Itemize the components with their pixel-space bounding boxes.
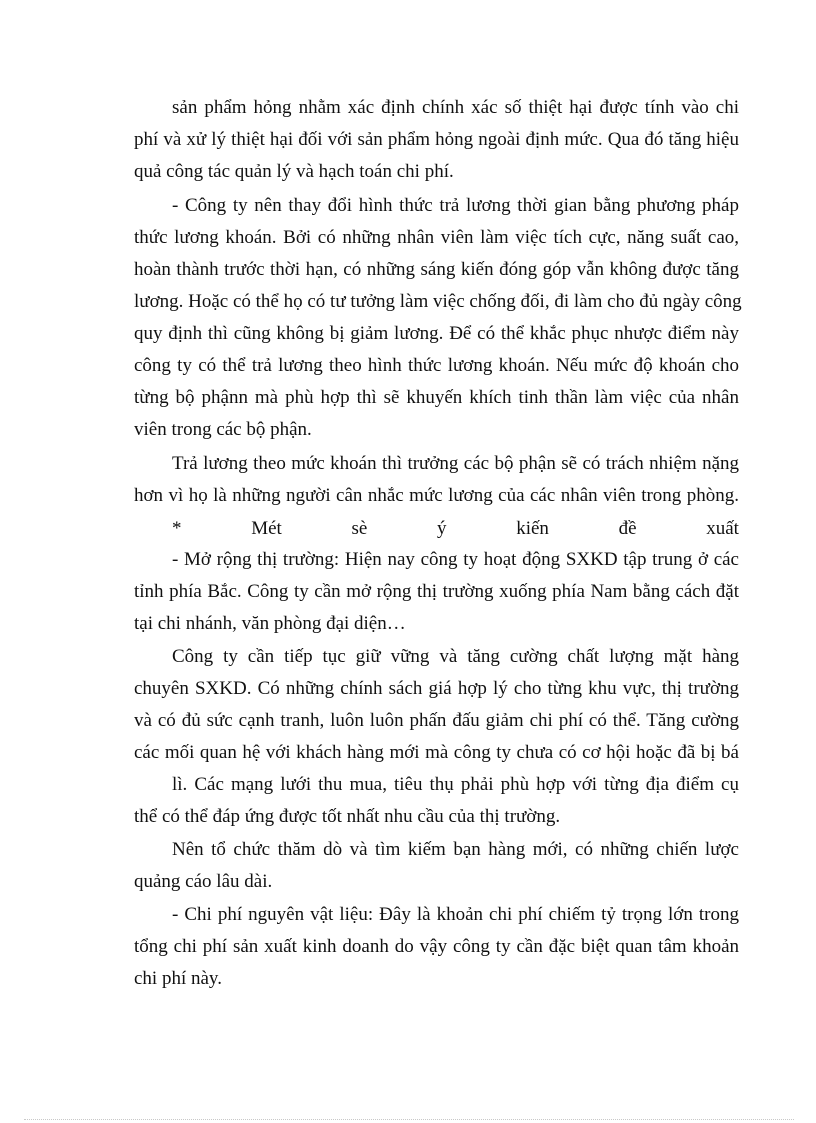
heading-word: xuất bbox=[706, 518, 739, 539]
heading-word: * bbox=[172, 518, 182, 539]
heading-word: sè bbox=[351, 518, 368, 539]
text-line: thức lương khoán. Bởi có những nhân viên làm việc tích cực, năng suất cao, bbox=[134, 227, 739, 248]
text-line: quảng cáo lâu dài. bbox=[134, 871, 273, 892]
heading-word: Mét bbox=[251, 518, 282, 539]
text-line: tại chi nhánh, văn phòng đại diện… bbox=[134, 613, 406, 634]
section-heading bbox=[172, 518, 739, 540]
text-line: tổng chi phí sản xuất kinh doanh do vậy công ty cần đặc biệt quan tâm khoản bbox=[134, 936, 739, 957]
text-line: công ty có thể trả lương theo hình thức lương khoán. Nếu mức độ khoán cho bbox=[134, 355, 739, 376]
heading-word: đề bbox=[618, 518, 637, 539]
text-line: các mối quan hệ với khách hàng mới mà công ty chưa có cơ hội hoặc đã bị bá bbox=[134, 742, 739, 763]
text-line: hoàn thành trước thời hạn, có những sáng kiến đóng góp vẫn không được tăng bbox=[134, 259, 739, 280]
text-line: chi phí này. bbox=[134, 968, 222, 989]
text-line: viên trong các bộ phận. bbox=[134, 419, 312, 440]
heading-word: ý bbox=[437, 518, 447, 539]
text-line: - Chi phí nguyên vật liệu: Đây là khoản chi phí chiếm tỷ trọng lớn trong bbox=[172, 904, 739, 925]
text-line: Công ty cần tiếp tục giữ vững và tăng cường chất lượng mặt hàng bbox=[172, 646, 739, 667]
text-line: hơn vì họ là những người cân nhắc mức lương của các nhân viên trong phòng. bbox=[134, 485, 739, 506]
heading-word: kiến bbox=[516, 518, 549, 539]
text-line: Nên tổ chức thăm dò và tìm kiếm bạn hàng mới, có những chiến lược bbox=[172, 839, 739, 860]
text-line: thể có thể đáp ứng được tốt nhất nhu cầu của thị trường. bbox=[134, 806, 561, 827]
text-line: sản phẩm hỏng nhằm xác định chính xác số thiệt hại được tính vào chi bbox=[172, 97, 739, 118]
text-line: lì. Các mạng lưới thu mua, tiêu thụ phải phù hợp với từng địa điểm cụ bbox=[172, 774, 739, 795]
text-line: phí và xử lý thiệt hại đối với sản phẩm hỏng ngoài định mức. Qua đó tăng hiệu bbox=[134, 129, 739, 150]
text-line: lương. Hoặc có thể họ có tư tưởng làm việc chống đối, đi làm cho đủ ngày công bbox=[134, 291, 742, 312]
text-line: - Mở rộng thị trường: Hiện nay công ty hoạt động SXKD tập trung ở các bbox=[172, 549, 739, 570]
text-line: tỉnh phía Bắc. Công ty cần mở rộng thị trường xuống phía Nam bằng cách đặt bbox=[134, 581, 739, 602]
text-line: Trả lương theo mức khoán thì trưởng các bộ phận sẽ có trách nhiệm nặng bbox=[172, 453, 739, 474]
text-line: từng bộ phậnn mà phù hợp thì sẽ khuyến khích tinh thần làm việc của nhân bbox=[134, 387, 739, 408]
text-line: và có đủ sức cạnh tranh, luôn luôn phấn đấu giảm chi phí có thể. Tăng cường bbox=[134, 710, 739, 731]
footer-divider bbox=[24, 1119, 794, 1120]
text-line: chuyên SXKD. Có những chính sách giá hợp lý cho từng khu vực, thị trường bbox=[134, 678, 739, 699]
text-line: - Công ty nên thay đổi hình thức trả lương thời gian bằng phương pháp bbox=[172, 195, 739, 216]
text-line: quả công tác quản lý và hạch toán chi phí. bbox=[134, 161, 454, 182]
text-line: quy định thì cũng không bị giảm lương. Để có thể khắc phục nhược điểm này bbox=[134, 323, 739, 344]
